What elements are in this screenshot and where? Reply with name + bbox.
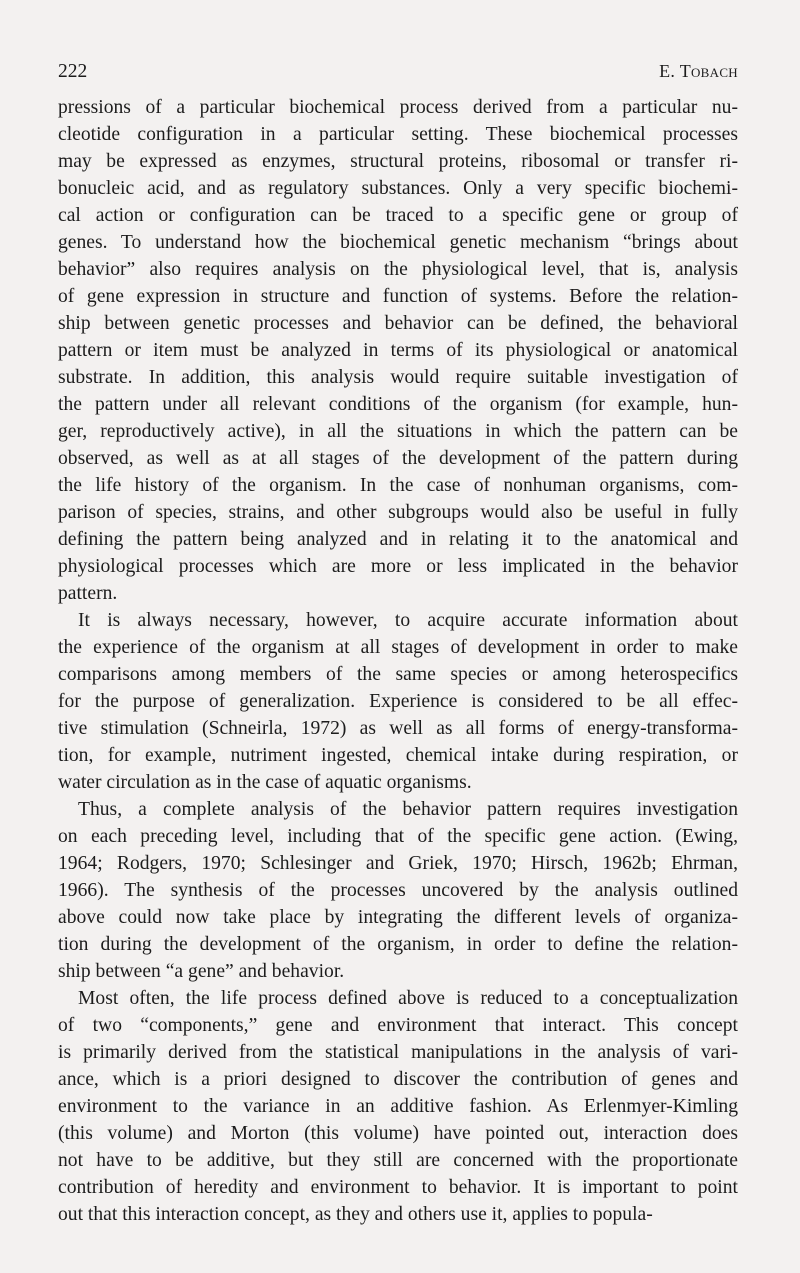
text-line: substrate. In addition, this analysis would require suitable investigation of <box>58 367 738 388</box>
text-line: tive stimulation (Schneirla, 1972) as well as all forms of energy-transforma- <box>58 718 738 739</box>
text-line: the pattern under all relevant conditions of the organism (for example, hun- <box>58 394 738 415</box>
text-line: 1966). The synthesis of the processes uncovered by the analysis outlined <box>58 880 738 901</box>
body-text <box>58 94 738 1228</box>
text-line: Thus, a complete analysis of the behavior pattern requires investigation <box>78 799 738 820</box>
text-line: bonucleic acid, and as regulatory substances. Only a very specific biochemi- <box>58 178 738 199</box>
text-line: water circulation as in the case of aquatic organisms. <box>58 772 472 793</box>
text-line: ance, which is a priori designed to discover the contribution of genes and <box>58 1069 738 1090</box>
text-line: ger, reproductively active), in all the situations in which the pattern can be <box>58 421 738 442</box>
paragraph <box>58 94 738 607</box>
text-line: the life history of the organism. In the case of nonhuman organisms, com- <box>58 475 738 496</box>
paragraph <box>58 607 738 796</box>
paragraph <box>58 985 738 1228</box>
text-line: environment to the variance in an additive fashion. As Erlenmyer-Kimling <box>58 1096 738 1117</box>
page-header <box>58 58 738 88</box>
text-line: observed, as well as at all stages of the development of the pattern during <box>58 448 738 469</box>
text-line: may be expressed as enzymes, structural proteins, ribosomal or transfer ri- <box>58 151 738 172</box>
text-line: pattern or item must be analyzed in terms of its physiological or anatomical <box>58 340 738 361</box>
text-line: It is always necessary, however, to acquire accurate information about <box>78 610 738 631</box>
text-line: pressions of a particular biochemical process derived from a particular nu- <box>58 97 738 118</box>
text-line: parison of species, strains, and other subgroups would also be useful in fully <box>58 502 738 523</box>
text-line: contribution of heredity and environment to behavior. It is important to point <box>58 1177 738 1198</box>
book-page <box>58 58 738 1228</box>
page-number: 222 <box>58 61 88 82</box>
text-line: cleotide configuration in a particular setting. These biochemical processes <box>58 124 738 145</box>
text-line: for the purpose of generalization. Experience is considered to be all effec- <box>58 691 738 712</box>
text-line: above could now take place by integrating the different levels of organiza- <box>58 907 738 928</box>
text-line: out that this interaction concept, as they and others use it, applies to popula- <box>58 1204 653 1225</box>
text-line: comparisons among members of the same species or among heterospecifics <box>58 664 738 685</box>
text-line: defining the pattern being analyzed and in relating it to the anatomical and <box>58 529 738 550</box>
text-line: tion during the development of the organism, in order to define the relation- <box>58 934 738 955</box>
text-line: behavior” also requires analysis on the physiological level, that is, analysis <box>58 259 738 280</box>
text-line: ship between “a gene” and behavior. <box>58 961 345 982</box>
text-line: is primarily derived from the statistical manipulations in the analysis of vari- <box>58 1042 738 1063</box>
text-line: (this volume) and Morton (this volume) have pointed out, interaction does <box>58 1123 738 1144</box>
text-line: of two “components,” gene and environment that interact. This concept <box>58 1015 738 1036</box>
running-head: E. Tobach <box>659 61 738 81</box>
text-line: physiological processes which are more or less implicated in the behavior <box>58 556 738 577</box>
text-line: on each preceding level, including that of the specific gene action. (Ewing, <box>58 826 738 847</box>
text-line: 1964; Rodgers, 1970; Schlesinger and Griek, 1970; Hirsch, 1962b; Ehrman, <box>58 853 738 874</box>
text-line: cal action or configuration can be traced to a specific gene or group of <box>58 205 738 226</box>
text-line: ship between genetic processes and behavior can be defined, the behavioral <box>58 313 738 334</box>
text-line: tion, for example, nutriment ingested, chemical intake during respiration, or <box>58 745 738 766</box>
text-line: not have to be additive, but they still are concerned with the proportionate <box>58 1150 738 1171</box>
text-line: genes. To understand how the biochemical genetic mechanism “brings about <box>58 232 738 253</box>
paragraph <box>58 796 738 985</box>
text-line: the experience of the organism at all stages of development in order to make <box>58 637 738 658</box>
text-line: Most often, the life process defined above is reduced to a conceptualization <box>78 988 738 1009</box>
text-line: pattern. <box>58 583 118 604</box>
text-line: of gene expression in structure and function of systems. Before the relation- <box>58 286 738 307</box>
